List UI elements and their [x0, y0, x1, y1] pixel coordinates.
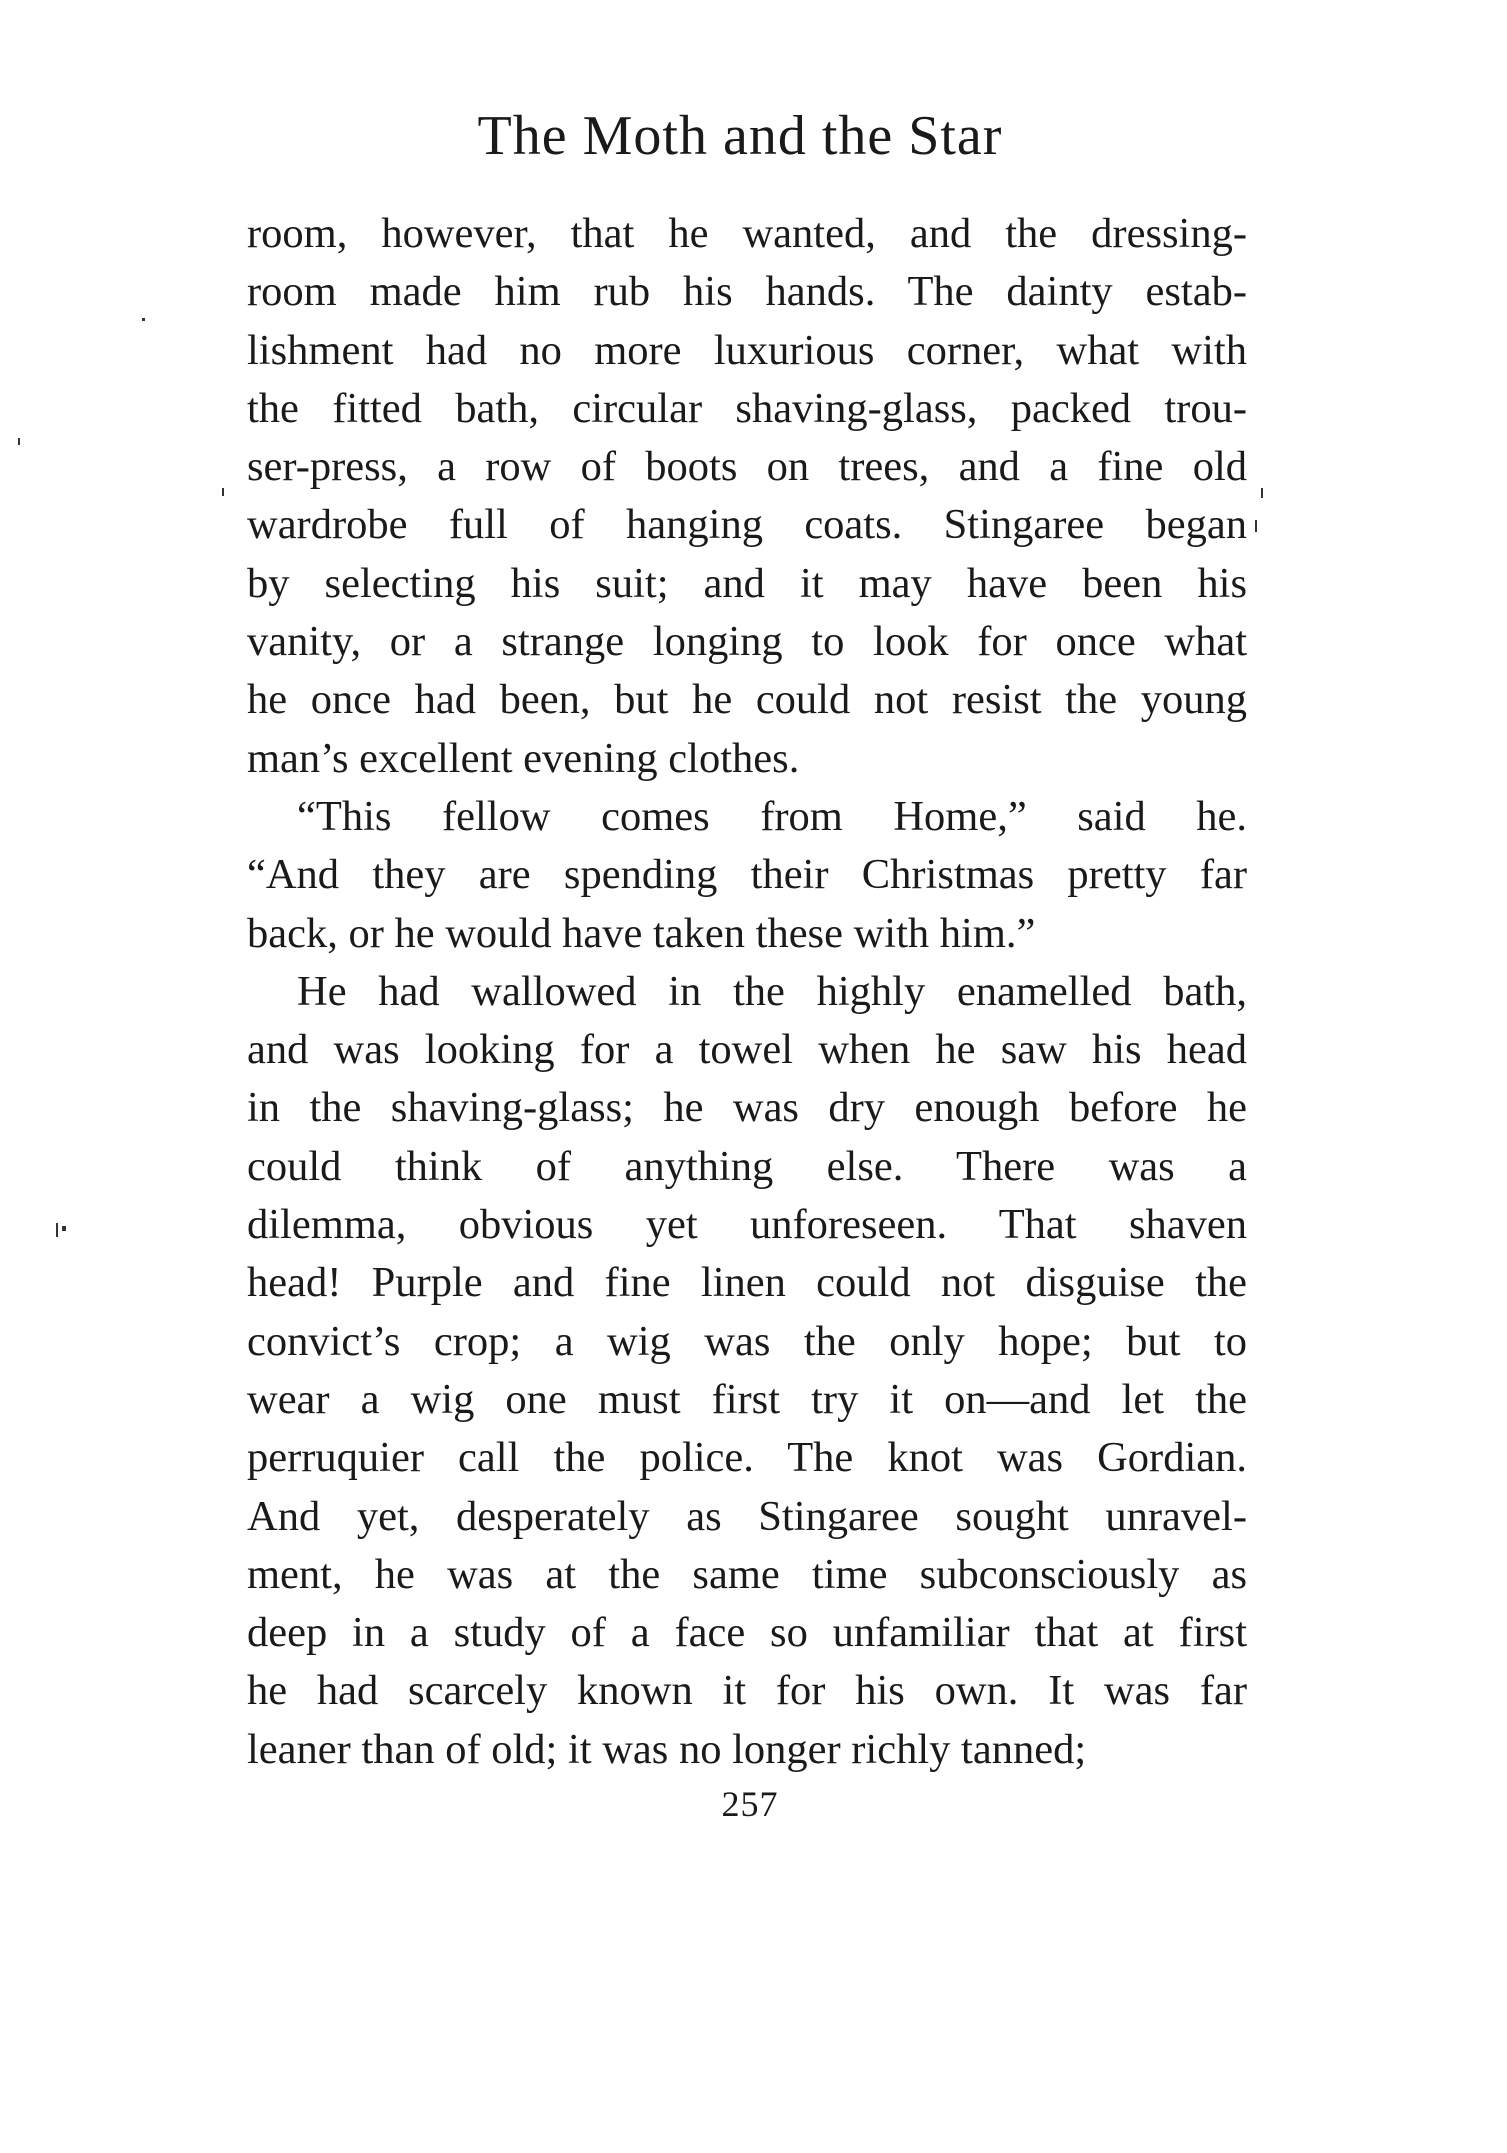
text-line: He had wallowed in the highly enamelled bath,	[297, 967, 1247, 1015]
scan-speck	[56, 1223, 58, 1237]
text-line: lishment had no more luxurious corner, what with	[247, 326, 1247, 374]
scan-speck	[1255, 520, 1257, 532]
text-line: ser-press, a row of boots on trees, and a fine old	[247, 443, 1247, 491]
text-line: wardrobe full of hanging coats. Stingaree began	[247, 501, 1247, 549]
paragraph	[247, 963, 1247, 1779]
text-line: he once had been, but he could not resist the young	[247, 676, 1247, 724]
text-line: convict’s crop; a wig was the only hope; but to	[247, 1317, 1247, 1365]
text-line: deep in a study of a face so unfamiliar that at first	[247, 1609, 1247, 1657]
text-line: vanity, or a strange longing to look for once what	[247, 618, 1247, 666]
scan-speck	[18, 438, 20, 445]
text-line: could think of anything else. There was a	[247, 1142, 1247, 1190]
text-line: man’s excellent evening clothes.	[247, 734, 800, 782]
paragraph	[247, 788, 1247, 963]
text-line: the fitted bath, circular shaving-glass, packed trou-	[247, 384, 1247, 432]
scan-speck	[62, 1226, 66, 1231]
text-line: room, however, that he wanted, and the dressing-	[247, 210, 1247, 257]
text-line: leaner than of old; it was no longer richly tanned;	[247, 1725, 1087, 1773]
text-line: ment, he was at the same time subconsciously as	[247, 1550, 1247, 1598]
text-line: back, or he would have taken these with him.”	[247, 909, 1036, 957]
text-line: “And they are spending their Christmas pretty far	[247, 851, 1247, 899]
body-text	[247, 205, 1247, 1779]
page-number: 257	[721, 1784, 779, 1824]
running-head: The Moth and the Star	[477, 105, 1003, 167]
text-line: by selecting his suit; and it may have been his	[247, 559, 1247, 607]
scan-speck	[222, 488, 224, 496]
text-line: in the shaving-glass; he was dry enough before he	[247, 1084, 1247, 1132]
text-line: “This fellow comes from Home,” said he.	[297, 792, 1247, 840]
text-line: head! Purple and fine linen could not disguise the	[247, 1259, 1247, 1307]
text-line: And yet, desperately as Stingaree sought unravel-	[247, 1492, 1247, 1540]
scan-speck	[142, 318, 145, 321]
text-line: he had scarcely known it for his own. It was far	[247, 1667, 1247, 1715]
text-line: and was looking for a towel when he saw his head	[247, 1026, 1247, 1074]
text-line: room made him rub his hands. The dainty estab-	[247, 268, 1247, 316]
paragraph	[247, 205, 1247, 788]
scan-speck	[1261, 488, 1263, 498]
text-line: wear a wig one must first try it on—and let the	[247, 1375, 1247, 1423]
text-line: perruquier call the police. The knot was Gordian.	[247, 1434, 1247, 1482]
text-line: dilemma, obvious yet unforeseen. That shaven	[247, 1201, 1247, 1249]
